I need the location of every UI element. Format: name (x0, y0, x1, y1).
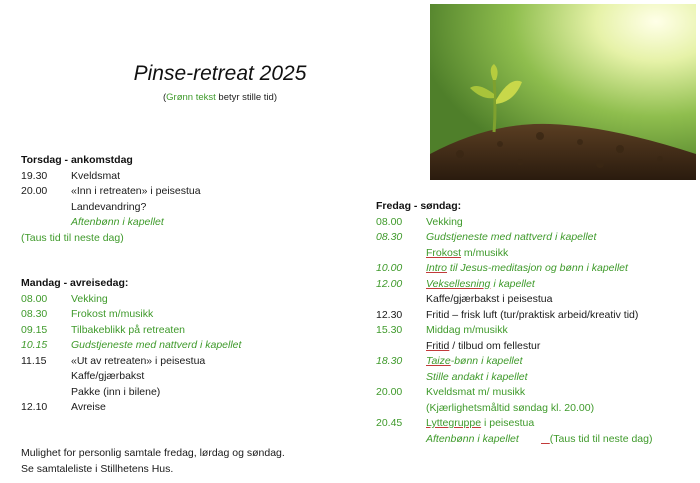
list-item (376, 261, 696, 277)
list-item (21, 215, 281, 231)
activity: Kveldsmat (71, 169, 121, 182)
list-item (376, 401, 696, 417)
friday-heading-text: Fredag - søndag: (376, 200, 462, 212)
activity: Aftenbønn i kapellet (71, 216, 164, 228)
time: 18.30 (376, 355, 403, 367)
activity: Landevandring? (71, 200, 147, 213)
activity-part: m/musikk (461, 246, 509, 259)
list-item (21, 385, 301, 401)
thursday-heading-text: Torsdag - ankomstdag (21, 154, 133, 166)
friday-section (376, 199, 696, 447)
list-item (376, 416, 696, 432)
list-item (376, 323, 696, 339)
time: 10.00 (376, 262, 403, 274)
list-item (21, 354, 301, 370)
list-item (21, 369, 301, 385)
activity: Frokost m/musikk (71, 308, 154, 320)
list-item (376, 354, 696, 370)
time: 20.45 (376, 417, 403, 429)
monday-heading (21, 276, 301, 292)
footer-note-line2: Se samtaleliste i Stillhetens Hus. (21, 462, 174, 475)
activity: Gudstjeneste med nattverd i kapellet (426, 231, 597, 243)
thursday-heading (21, 153, 281, 169)
list-item (376, 308, 696, 324)
activity-part: Taize (426, 355, 451, 367)
time: 10.15 (21, 339, 48, 351)
seedling-photo-icon (430, 4, 696, 180)
subtitle-rest: betyr stille tid) (215, 92, 278, 103)
time: 20.00 (21, 185, 48, 197)
thursday-section (21, 153, 281, 246)
time: 19.30 (21, 169, 48, 182)
list-item (21, 400, 301, 416)
activity-part: Frokost (426, 246, 462, 259)
activity: Middag m/musikk (426, 324, 508, 336)
list-item (376, 370, 696, 386)
time: 08.00 (376, 215, 403, 228)
activity: Aftenbønn i kapellet (426, 432, 519, 445)
activity (426, 277, 535, 293)
list-item (21, 200, 281, 216)
activity-part: Fritid (426, 339, 450, 352)
page-title: Pinse-retreat 2025 (133, 62, 307, 85)
list-item (21, 169, 281, 185)
activity-part: / tilbud om fellestur (449, 339, 541, 352)
activity: «Inn i retreaten» i peisestua (71, 185, 201, 197)
list-item (376, 277, 696, 293)
activity (426, 339, 540, 355)
underline-gap (541, 433, 550, 445)
activity: Fritid – frisk luft (tur/praktisk arbeid/kreativ tid) (426, 308, 639, 321)
activity-part: Intro (426, 262, 448, 274)
activity (426, 246, 508, 262)
monday-heading-text: Mandag - avreisedag: (21, 277, 129, 289)
list-item (21, 292, 301, 308)
activity: Kaffe/gjærbakst i peisestua (426, 293, 553, 305)
monday-section (21, 276, 301, 416)
time: 08.30 (376, 231, 403, 243)
activity-extra-text: (Taus tid til neste dag) (549, 432, 653, 445)
subtitle (0, 92, 440, 103)
list-item (376, 292, 696, 308)
list-item (21, 184, 281, 200)
activity: Gudstjeneste med nattverd i kapellet (71, 339, 242, 351)
footer-note (21, 446, 285, 477)
list-item (21, 307, 301, 323)
subtitle-open: ( (162, 92, 167, 103)
thursday-footer-text: (Taus tid til neste dag) (21, 231, 124, 244)
activity: (Kjærlighetsmåltid søndag kl. 20.00) (426, 401, 595, 414)
activity: Kveldsmat m/ musikk (426, 386, 526, 398)
activity-part: Veksellesning (426, 277, 491, 290)
activity (426, 354, 523, 370)
activity-extra (541, 432, 652, 448)
activity: «Ut av retreaten» i peisestua (71, 354, 206, 367)
time: 11.15 (21, 354, 47, 367)
activity-part: i peisestua (481, 417, 535, 429)
activity: Avreise (71, 401, 106, 413)
list-item (376, 230, 696, 246)
activity-part: i kapellet (490, 277, 535, 290)
activity-part: til Jesus-meditasjon og bønn i kapellet (447, 262, 628, 274)
footer-note-line1: Mulighet for personlig samtale fredag, lørdag og søndag. (21, 447, 285, 459)
list-item (21, 323, 301, 339)
friday-heading (376, 199, 696, 215)
subtitle-green-part: Grønn tekst (166, 92, 216, 103)
activity-part: Lyttegruppe (426, 417, 482, 429)
activity: Vekking (426, 215, 463, 228)
activity: Kaffe/gjærbakst (71, 370, 145, 382)
activity (426, 416, 534, 432)
list-item (376, 215, 696, 231)
activity-part: -bønn i kapellet (450, 355, 523, 367)
time: 08.00 (21, 292, 48, 305)
time: 12.10 (21, 401, 48, 413)
list-item (376, 246, 696, 262)
thursday-footer (21, 231, 281, 247)
time: 08.30 (21, 308, 48, 320)
time: 12.30 (376, 308, 403, 321)
list-item (376, 385, 696, 401)
time: 20.00 (376, 386, 403, 398)
activity: Tilbakeblikk på retreaten (71, 323, 186, 336)
activity (426, 261, 628, 277)
list-item (376, 339, 696, 355)
activity: Vekking (71, 292, 108, 305)
list-item (376, 432, 696, 448)
list-item (21, 338, 301, 354)
activity: Stille andakt i kapellet (426, 370, 528, 383)
time: 09.15 (21, 323, 48, 336)
activity: Pakke (inn i bilene) (71, 385, 161, 398)
time: 12.00 (376, 277, 403, 290)
time: 15.30 (376, 324, 403, 336)
